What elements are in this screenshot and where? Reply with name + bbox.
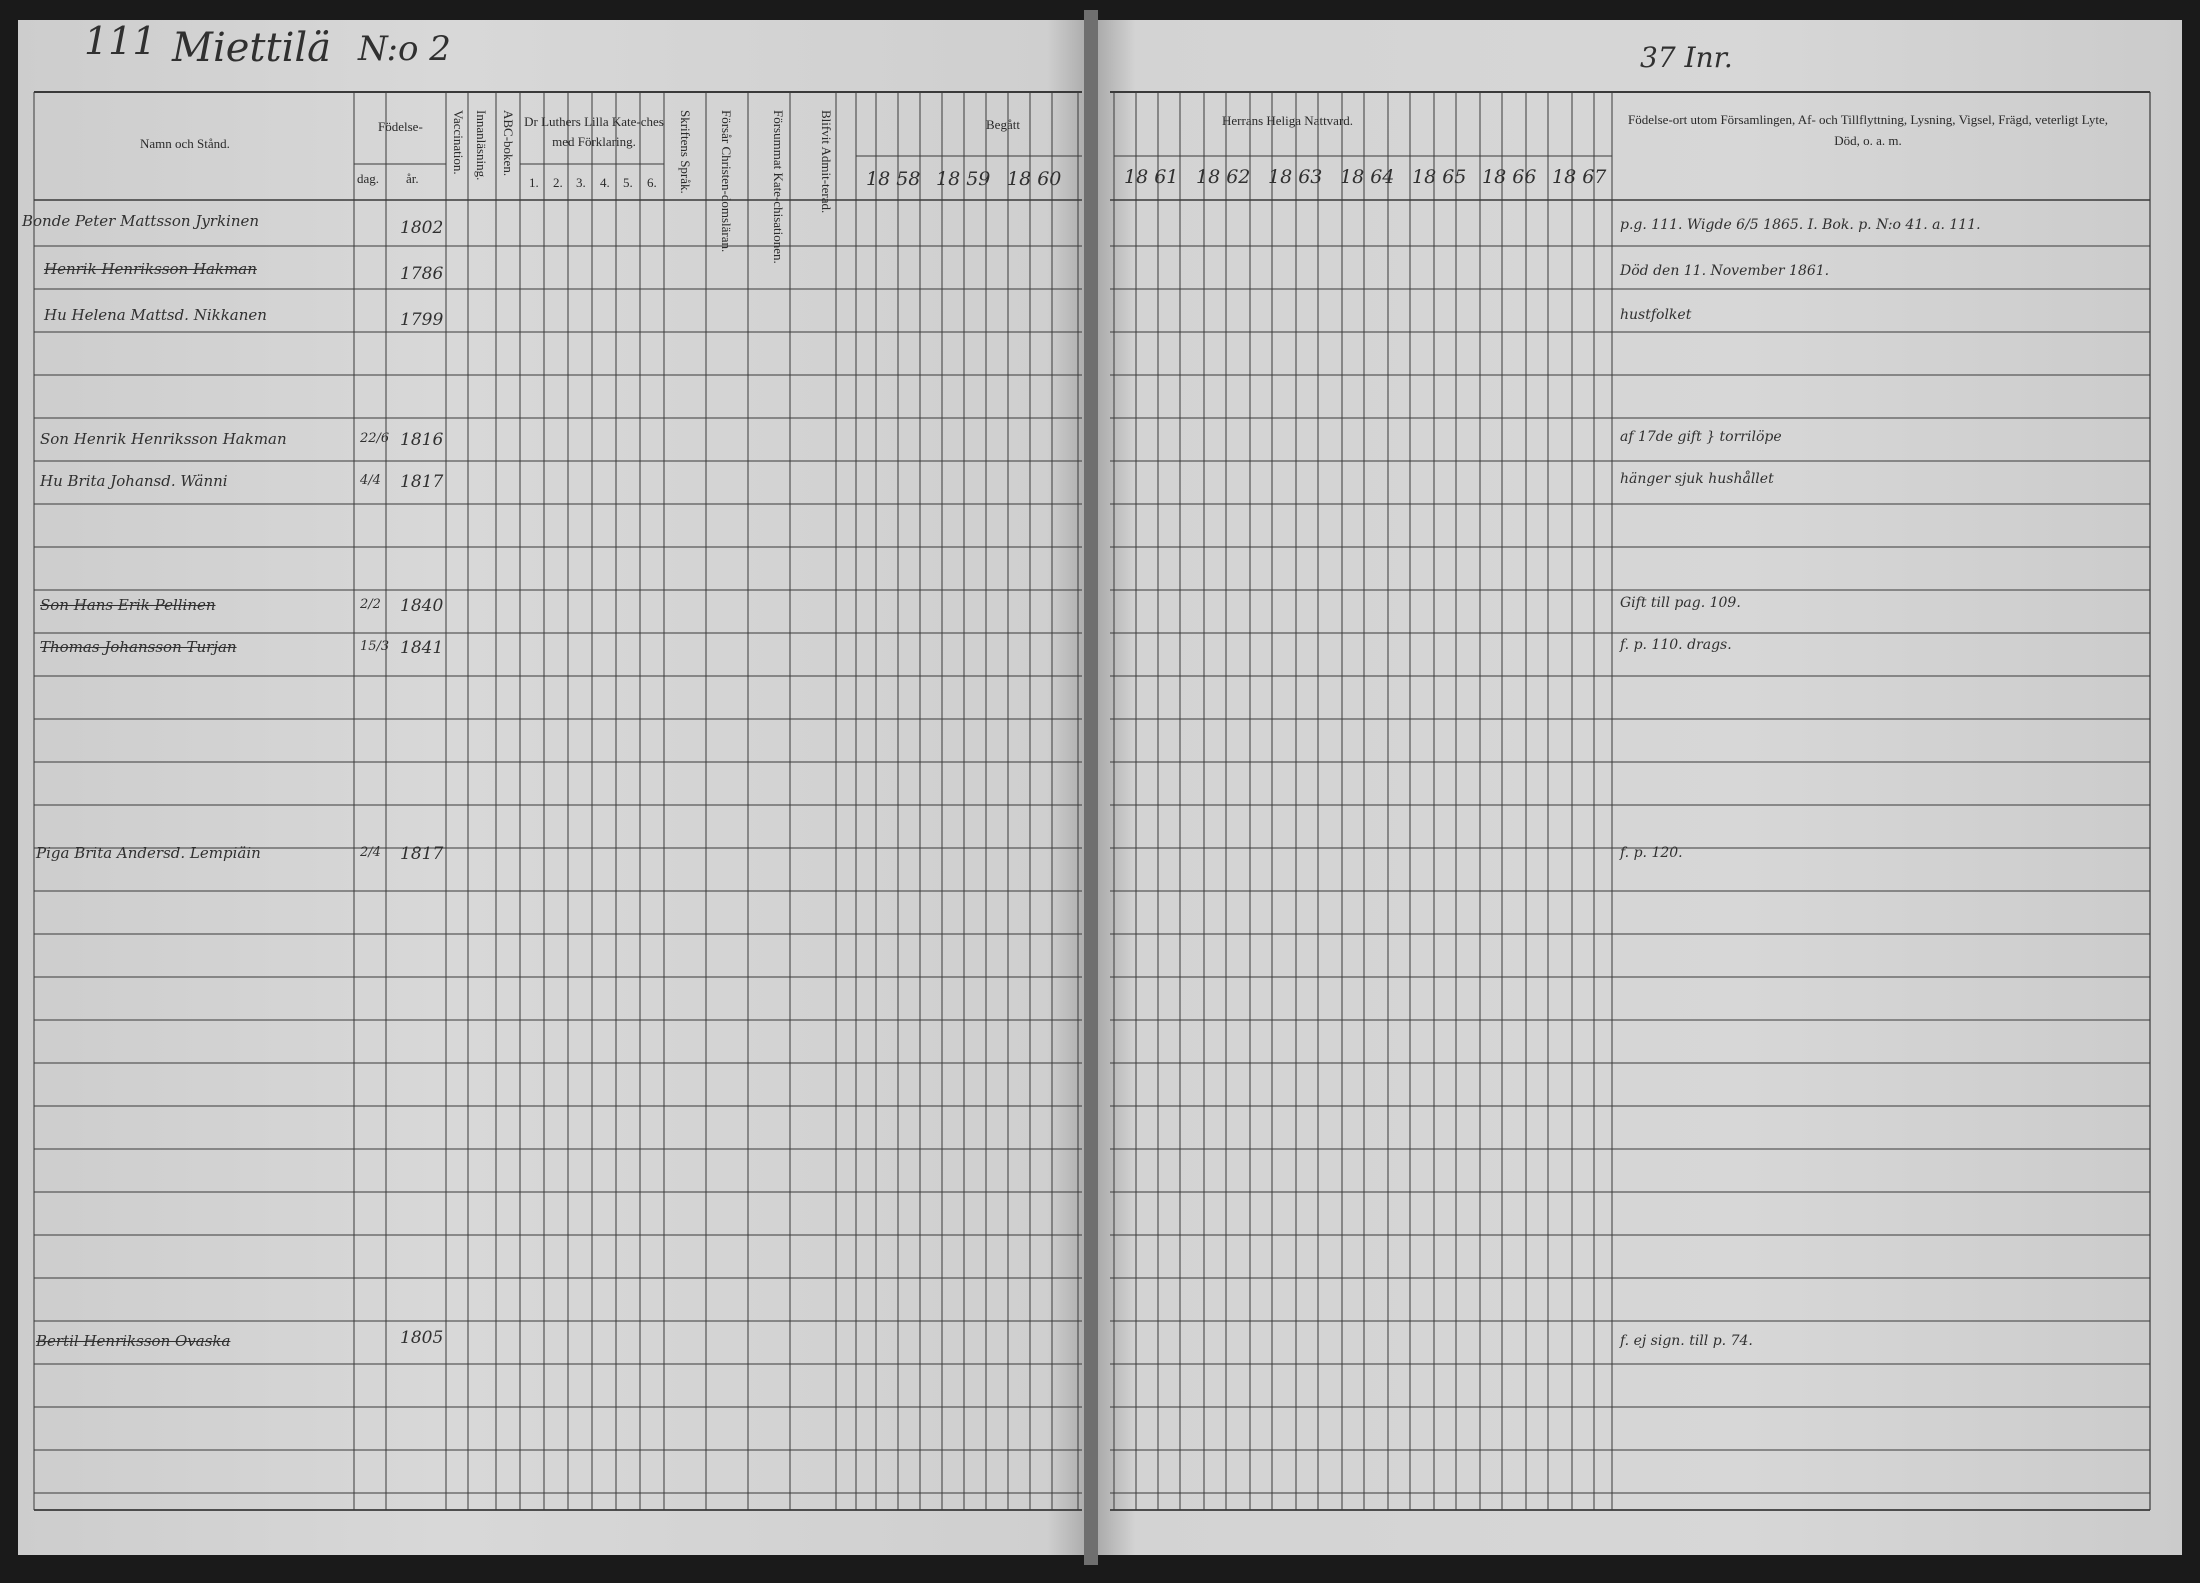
entry-day: 15/3 bbox=[360, 639, 390, 654]
vaccination-header: Vaccination. bbox=[450, 110, 466, 175]
entry-remark: hänger sjuk hushållet bbox=[1620, 471, 1774, 487]
admitted-header: Blifvit Admit-terad. bbox=[818, 110, 834, 214]
entry-name: Son Hans Erik Pellinen bbox=[40, 596, 216, 614]
year-1865: 18 65 bbox=[1412, 166, 1467, 188]
entry-name: Piga Brita Andersd. Lempiäin bbox=[36, 844, 261, 862]
year-1866: 18 66 bbox=[1482, 166, 1537, 188]
year-1864: 18 64 bbox=[1340, 166, 1395, 188]
entry-year: 1817 bbox=[400, 472, 444, 492]
entry-year: 1786 bbox=[400, 264, 444, 284]
entry-day: 4/4 bbox=[360, 473, 381, 488]
entry-remark: af 17de gift } torrilöpe bbox=[1620, 429, 1782, 445]
page-number: 111 bbox=[84, 19, 157, 63]
reading-header: Innanläsning. bbox=[473, 110, 489, 181]
catechism-col-3: 3. bbox=[576, 175, 586, 190]
catechism-col-4: 4. bbox=[600, 175, 610, 190]
entry-year: 1840 bbox=[400, 596, 444, 616]
entry-name: Thomas Johansson Turjan bbox=[40, 638, 237, 656]
house-number: N:o 2 bbox=[358, 29, 451, 69]
catechism-col-2: 2. bbox=[553, 175, 563, 190]
name-column-header: Namn och Stånd. bbox=[140, 136, 230, 151]
year-1863: 18 63 bbox=[1268, 166, 1323, 188]
entry-day: 22/6 bbox=[360, 431, 390, 446]
entry-name: Bonde Peter Mattsson Jyrkinen bbox=[22, 212, 260, 230]
remarks-header: Födelse-ort utom Församlingen, Af- och Tillflyttning, Lysning, Vigsel, Frägd, veterligt Lyte, Död, o. a. m. bbox=[1628, 112, 2108, 148]
entry-name: Bertil Henriksson Ovaska bbox=[36, 1332, 231, 1350]
abc-book-header: ABC-boken. bbox=[500, 110, 516, 177]
year-1858: 18 58 bbox=[866, 168, 921, 190]
entry-year: 1841 bbox=[400, 638, 444, 658]
birth-day-header: dag. bbox=[357, 171, 380, 186]
catechism-col-5: 5. bbox=[623, 175, 633, 190]
entry-remark: Död den 11. November 1861. bbox=[1620, 263, 1830, 279]
entry-day: 2/2 bbox=[360, 597, 381, 612]
entry-name: Son Henrik Henriksson Hakman bbox=[40, 430, 287, 448]
year-1862: 18 62 bbox=[1196, 166, 1251, 188]
entry-remark: f. p. 110. drags. bbox=[1620, 637, 1732, 653]
birth-column-header: Födelse- bbox=[378, 119, 423, 134]
entry-name: Hu Brita Johansd. Wänni bbox=[40, 472, 228, 490]
catechism-col-6: 6. bbox=[647, 175, 657, 190]
missed-catechisation-header: Försummat Kate-chisationen. bbox=[770, 110, 786, 264]
entry-year: 1805 bbox=[400, 1328, 444, 1348]
entry-remark: p.g. 111. Wigde 6/5 1865. I. Bok. p. N:o 41. a. 111. bbox=[1620, 217, 1981, 233]
christianity-header: Försår Christen-domsläran. bbox=[718, 110, 734, 253]
entry-remark: f. p. 120. bbox=[1620, 845, 1683, 861]
entry-year: 1799 bbox=[400, 310, 444, 330]
folio-number: 37 Inr. bbox=[1640, 41, 1733, 74]
entry-name: Henrik Henriksson Hakman bbox=[44, 260, 257, 278]
scripture-header: Skriftens Språk. bbox=[677, 110, 693, 194]
year-1860: 18 60 bbox=[1007, 168, 1062, 190]
year-1859: 18 59 bbox=[936, 168, 991, 190]
catechism-header: Dr Luthers Lilla Kate-ches med Förklaring. bbox=[524, 114, 664, 149]
entry-year: 1816 bbox=[400, 430, 444, 450]
village-title: Miettilä bbox=[172, 25, 332, 71]
year-1861: 18 61 bbox=[1124, 166, 1179, 188]
entry-remark: hustfolket bbox=[1620, 307, 1692, 323]
communion-header: Herrans Heliga Nattvard. bbox=[1222, 113, 1354, 128]
attended-header: Begått bbox=[986, 117, 1020, 132]
entry-name: Hu Helena Mattsd. Nikkanen bbox=[44, 306, 267, 324]
birth-year-header: år. bbox=[406, 171, 419, 186]
entry-remark: Gift till pag. 109. bbox=[1620, 595, 1741, 611]
entry-day: 2/4 bbox=[360, 845, 381, 860]
entry-remark: f. ej sign. till p. 74. bbox=[1620, 1333, 1753, 1349]
catechism-col-1: 1. bbox=[529, 175, 539, 190]
entry-year: 1817 bbox=[400, 844, 444, 864]
year-1867: 18 67 bbox=[1552, 166, 1607, 188]
entry-year: 1802 bbox=[400, 218, 444, 238]
